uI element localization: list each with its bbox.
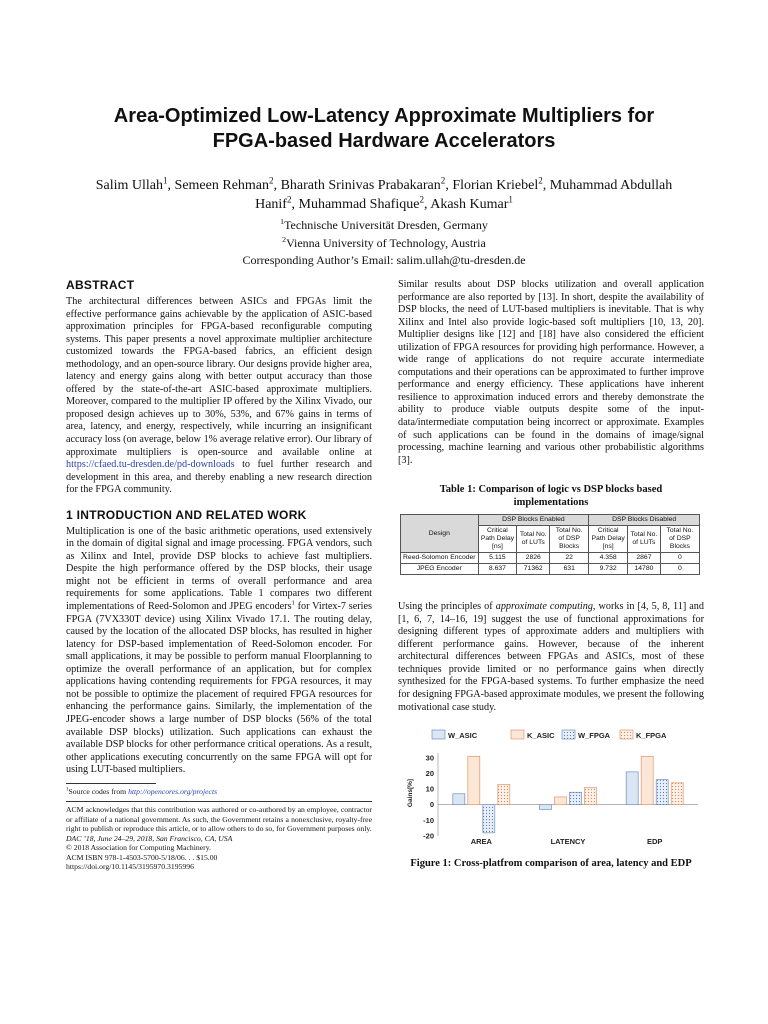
- category-label: AREA: [470, 837, 492, 847]
- author: Muhammad Shafique: [298, 197, 420, 212]
- acm-divider: [66, 801, 372, 802]
- intro-body-cont: for Virtex-7 series FPGA (7VX330T device) using Xilinx Vivado 17.1. The routing delay, caused by the location of the allocated DSP blocks, has resulted in higher latency for DSP-based implementation of Reed-Solomon encoder. For small applications, it may be possible to perform manual Floorplanning to optimize the overall performance of an application, but for complex applications having contending requirements for FPGA resources, it may not be possible to optimize the placement of required FPGA resources for enhancing the performance gains. Similarly, the implementation of the JPEG-encoder shows a large number of DSP blocks (56% of the total available DSP blocks) utilization. Such applications can exhaust the available DSP blocks for other performance critical operations. As a result, other applications executing concurrently on the same FPGA will opt for using LUT-based multipliers.: [66, 601, 372, 776]
- table-cell: 0: [660, 564, 699, 575]
- table-header-design: Design: [401, 515, 479, 553]
- table-cell: 5.115: [478, 553, 517, 564]
- affiliation-2: [80, 235, 688, 253]
- category-label: EDP: [646, 837, 663, 847]
- legend-swatch-w_fpga: [562, 730, 575, 739]
- para2-text: Using the principles of: [398, 601, 496, 613]
- legend-swatch-k_fpga: [620, 730, 633, 739]
- bar-area-k_asic: [468, 756, 480, 804]
- corresponding-author: Corresponding Author’s Email: salim.ullah@tu-dresden.de: [242, 253, 526, 267]
- bar-edp-k_asic: [641, 756, 653, 804]
- y-tick-label: -10: [423, 815, 434, 825]
- legend-label: W_FPGA: [578, 731, 611, 741]
- footnote: [66, 787, 372, 797]
- author: Bharath Srinivas Prabakaran: [280, 178, 441, 193]
- legend-label: W_ASIC: [448, 731, 478, 741]
- y-tick-label: 30: [425, 753, 434, 763]
- y-tick-label: -20: [423, 831, 434, 841]
- footnote-mark: 1: [291, 599, 295, 607]
- bar-latency-w_fpga: [570, 792, 582, 805]
- y-tick-label: 0: [429, 800, 434, 810]
- title-line-1: Area-Optimized Low-Latency Approximate Multipliers for: [113, 105, 655, 127]
- conference-info: DAC ’18, June 24–29, 2018, San Francisco, CA, USA: [66, 833, 233, 843]
- gains-bar-chart: [398, 728, 704, 846]
- author-affil-mark: 2: [286, 194, 292, 205]
- table-cell: 14780: [628, 564, 661, 575]
- author: Semeen Rehman: [174, 178, 270, 193]
- category-label: LATENCY: [550, 837, 586, 847]
- table-cell: 22: [550, 553, 589, 564]
- bar-area-w_fpga: [483, 805, 495, 833]
- table-cell-design: Reed-Solomon Encoder: [401, 553, 479, 564]
- author: Akash Kumar: [430, 197, 509, 212]
- bar-edp-w_fpga: [656, 780, 668, 805]
- table-subheader: Total No. of DSP Blocks: [550, 526, 589, 553]
- legend-label: K_FPGA: [636, 731, 667, 741]
- copyright: © 2018 Association for Computing Machinery.: [66, 843, 211, 853]
- footnote-divider: [66, 783, 156, 784]
- table-caption: Table 1: Comparison of logic vs DSP blocks based implementations: [439, 484, 663, 509]
- intro-body: Multiplication is one of the basic arithmetic operations, used extensively in the domain of digital signal and image processing. FPGA vendors, such as Xilinx and Intel, provide DSP blocks to achieve fast multipliers. Despite the high performance offered by the DSP blocks, their usage might not be efficient in terms of overall performance and area requirements for some applications. Table 1 compares two different implementations of Reed-Solomon and JPEG encoders: [66, 525, 372, 613]
- table-subheader: Critical Path Delay [ns]: [589, 526, 628, 553]
- affil-mark: 1: [280, 217, 285, 226]
- table-cell: 8.637: [478, 564, 517, 575]
- bar-latency-k_asic: [555, 797, 567, 805]
- author-affil-mark: 1: [163, 175, 168, 186]
- abstract-body: The architectural differences between ASICs and FPGAs limit the effective performance gains achievable by the application of ASIC-based approximation principles for FPGA-based reconfigurable computing systems. This paper presents a novel approximate multiplier architecture customized towards the FPGA-based fabrics, an efficient design methodology, and an open-source library. Our designs provide higher area, latency and energy gains along with better output accuracy than those offered by the state-of-the-art ASIC-based approximate multipliers. Moreover, compared to the multiplier IP offered by the Xilinx Vivado, our proposed design achieves up to 30%, 53%, and 67% gains in terms of area, latency, and energy, respectively, while incurring an insignificant accuracy loss (on average, below 1% average relative error). Our library of approximate multipliers is open-source and available online at: [66, 296, 372, 458]
- intro-text: [66, 526, 372, 777]
- abstract-text: [66, 296, 372, 497]
- opencores-link[interactable]: http://opencores.org/projects: [128, 786, 218, 796]
- author: Florian Kriebel: [452, 178, 539, 193]
- author: Muhammad Abdullah Hanif: [255, 178, 673, 212]
- para2-emphasis: approximate computing: [495, 601, 593, 613]
- author: Salim Ullah: [95, 178, 163, 193]
- affiliations: [80, 217, 688, 270]
- author-affil-mark: 1: [508, 194, 513, 205]
- right-paragraph-1: Similar results about DSP blocks utilization and overall application performance are also reported by [13]. In short, despite the availability of DSP blocks, the need of LUT-based multipliers is inevitable. That is why Xilinx and Intel also provide logic-based soft multipliers [10, 13, 20]. Multiplier designs like [12] and [18] have also considered the efficient utilization of FPGA resources for providing high performance. However, a wide range of applications do not require accurate intermediate computations and their operations can be approximated to further improve performance and energy efficiency. These applications have inherent resilience to approximation induced errors and thereby demonstrate the ability to produce viable outputs despite some of the input-data/intermediate computation being incorrect or approximate. Examples of such applications can be found in the domains of image/signal processing, machine learning and various other probabilistic algorithms [3].: [398, 279, 704, 466]
- para2-text-cont: , works in [4, 5, 8, 11] and [1, 6, 7, 14–16, 19] suggest the use of functional approximations for designing different types of approximate adders and multipliers with different performance gains. However, because of the inherent architectural differences between FPGAs and ASICs, most of these techniques provide limited or no performance gains when directly synthesized for the FPGA-based systems. To further emphasize the need for designing FPGA-based approximate modules, we present the following motivational case study.: [398, 601, 704, 713]
- legend-label: K_ASIC: [527, 731, 555, 741]
- y-tick-label: 10: [425, 784, 434, 794]
- table-cell: 2867: [628, 553, 661, 564]
- author-list: Salim Ullah$^1$, Semeen Rehman$^2$, Bharath Srinivas Prabakaran$^2$, Florian Kriebel$^2$, Muhammad Abdullah Hanif$^2$, Muhammad Shafique$^2$, Akash Kumar$^1$: [95, 175, 673, 212]
- table-cell: 631: [550, 564, 589, 575]
- affil-text: Technische Universität Dresden, Germany: [284, 218, 488, 232]
- table-cell: 71362: [517, 564, 550, 575]
- bar-latency-w_asic: [540, 805, 552, 810]
- table-subheader: Total No. of LUTs: [517, 526, 550, 553]
- author-affil-mark: 2: [419, 194, 424, 205]
- abstract-body-end: to fuel further research and development in this area, and thereby enabling a new research direction for the FPGA community.: [66, 459, 372, 496]
- bar-area-k_fpga: [498, 785, 510, 805]
- table-cell: 4.358: [589, 553, 628, 564]
- table-cell-design: JPEG Encoder: [401, 564, 479, 575]
- acm-notice: ACM acknowledges that this contribution was authored or co-authored by an employee, contractor or affiliate of a national government. As such, the Government retains a nonexclusive, royalty-free right to publish or reproduce this article, or to allow others to do so, for Government purposes only.: [66, 805, 372, 834]
- title-line-2: FPGA-based Hardware Accelerators: [212, 130, 556, 152]
- table-group-disabled: DSP Blocks Disabled: [589, 515, 700, 526]
- affiliation-1: [80, 217, 688, 235]
- author-affil-mark: 2: [538, 175, 543, 186]
- right-paragraph-2: [398, 601, 704, 714]
- affil-text: Vienna University of Technology, Austria: [286, 235, 486, 250]
- y-axis-label: Gains[%]: [407, 779, 414, 808]
- table-row: [401, 553, 700, 564]
- affil-mark: 2: [282, 234, 287, 244]
- table-group-enabled: DSP Blocks Enabled: [478, 515, 589, 526]
- table-subheader: Critical Path Delay [ns]: [478, 526, 517, 553]
- author-affil-mark: 2: [440, 175, 446, 186]
- table-row: [401, 564, 700, 575]
- isbn: ACM ISBN 978-1-4503-5700-5/18/06. . . $15.00: [66, 852, 218, 862]
- figure-caption: Figure 1: Cross-platfrom comparison of area, latency and EDP: [410, 857, 692, 869]
- right-column: [398, 279, 704, 870]
- paper-title: [60, 104, 708, 154]
- doi: https://doi.org/10.1145/3195970.3195996: [66, 862, 194, 872]
- section-heading-intro: 1 INTRODUCTION AND RELATED WORK: [66, 507, 307, 522]
- footnote-num: 1: [66, 787, 69, 793]
- comparison-table: [400, 514, 700, 575]
- table-subheader: Total No. of DSP Blocks: [660, 526, 699, 553]
- bar-area-w_asic: [453, 794, 465, 805]
- download-link[interactable]: https://cfaed.tu-dresden.de/pd-downloads: [66, 459, 235, 471]
- legend-swatch-k_asic: [511, 730, 524, 739]
- bar-edp-k_fpga: [671, 783, 683, 805]
- table-subheader: Total No. of LUTs: [628, 526, 661, 553]
- table-cell: 2826: [517, 553, 550, 564]
- table-cell: 9.732: [589, 564, 628, 575]
- abstract-heading: ABSTRACT: [66, 278, 135, 292]
- y-tick-label: 20: [425, 769, 434, 779]
- table-cell: 0: [660, 553, 699, 564]
- left-column: [66, 277, 372, 872]
- legend-swatch-w_asic: [432, 730, 445, 739]
- author-affil-mark: 2: [269, 175, 274, 186]
- bar-edp-w_asic: [626, 772, 638, 805]
- footnote-text: Source codes from: [68, 786, 129, 796]
- bar-latency-k_fpga: [585, 788, 597, 805]
